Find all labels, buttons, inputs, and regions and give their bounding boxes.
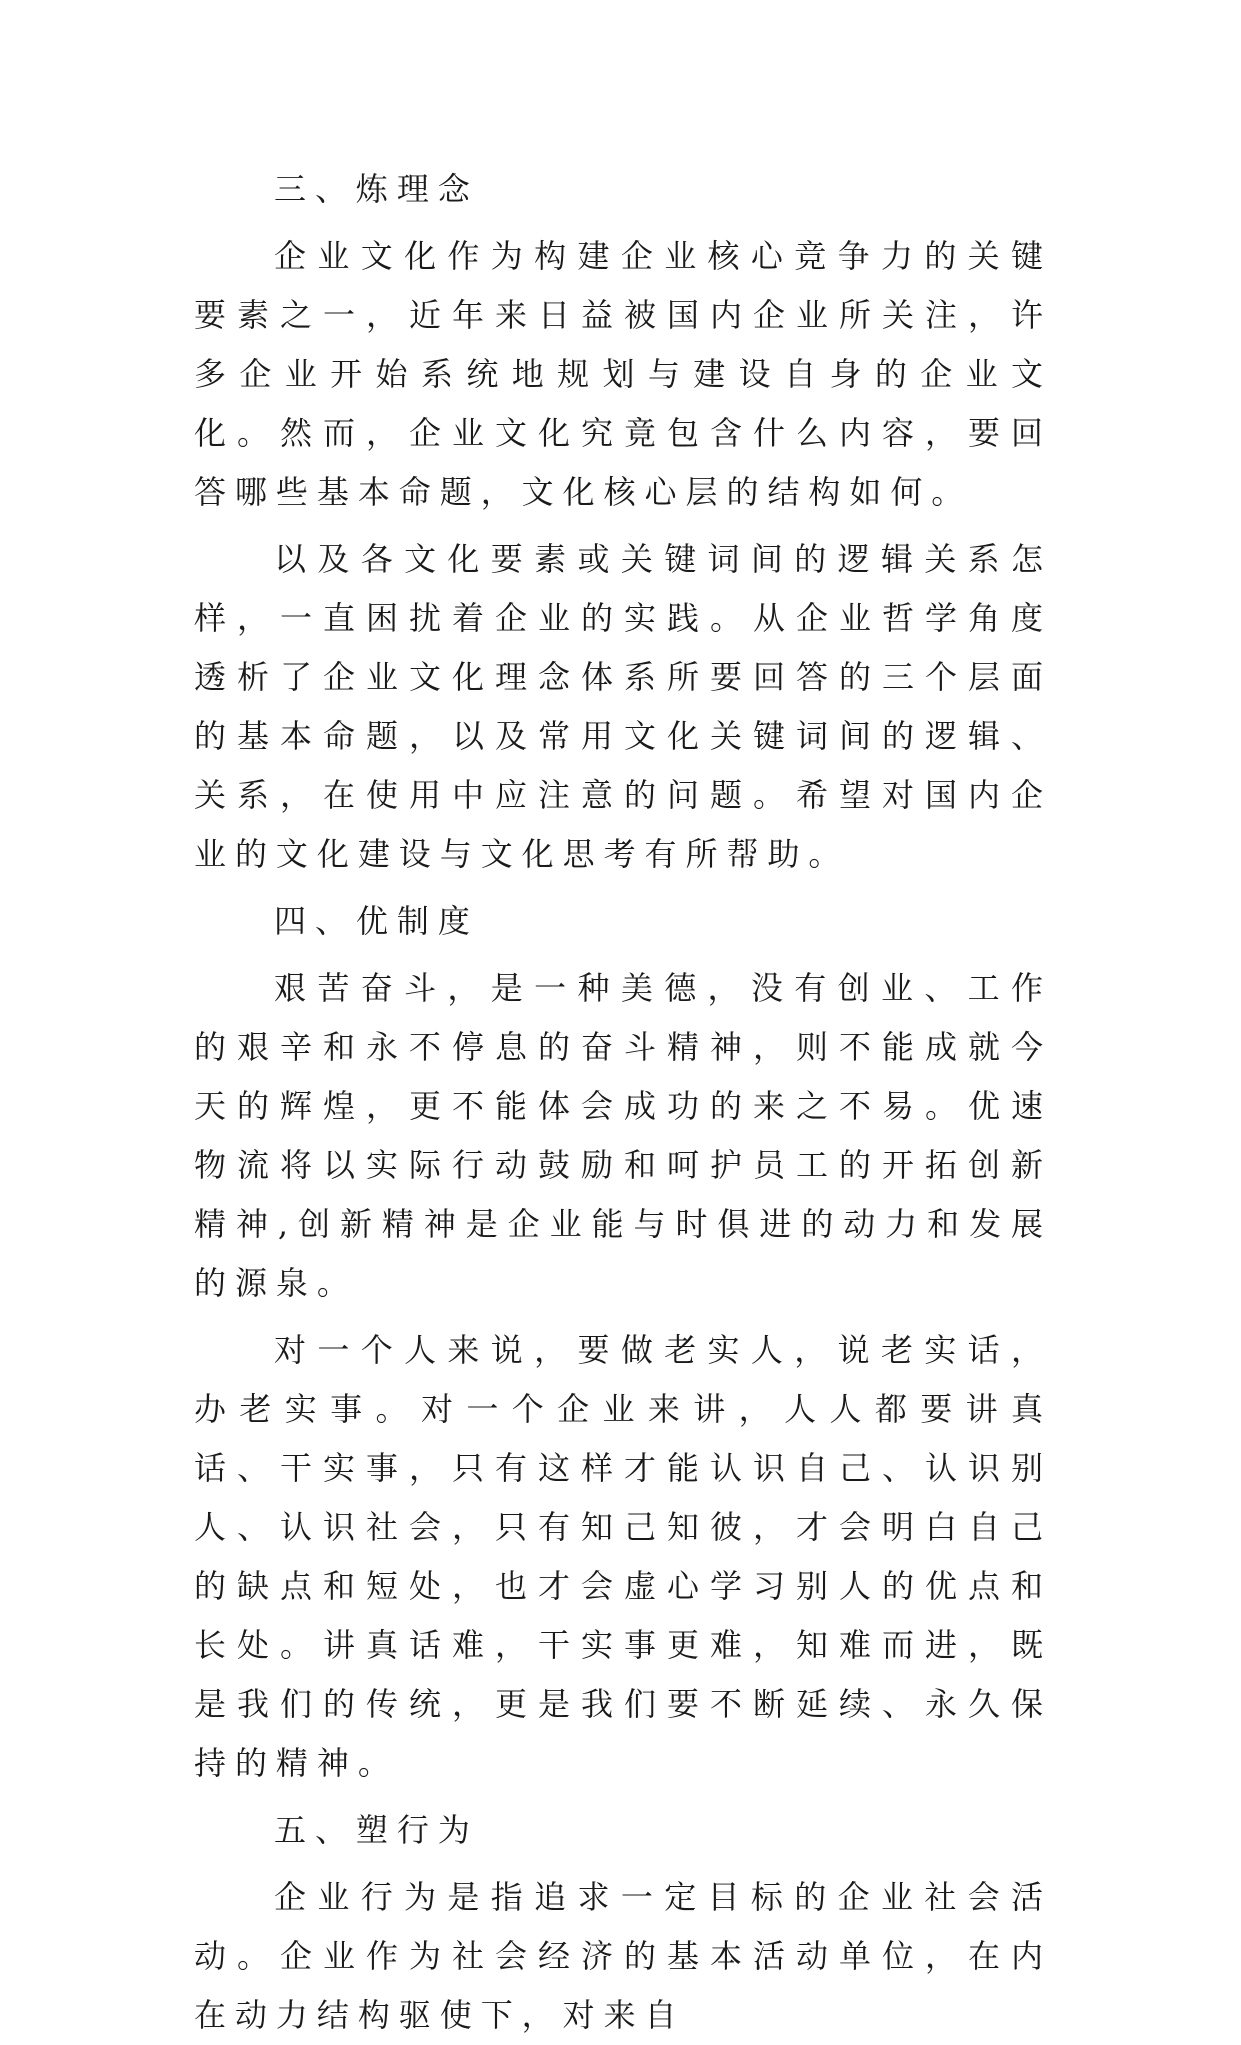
- section-heading-5: 五、塑行为: [274, 1811, 479, 1849]
- section-heading-3: 三、炼理念: [274, 170, 479, 208]
- section-heading-4: 四、优制度: [274, 902, 479, 940]
- document-body: [194, 160, 1052, 2045]
- paragraph: 艰苦奋斗，是一种美德，没有创业、工作的艰辛和永不停息的奋斗精神，则不能成就今天的辉煌，更不能体会成功的来之不易。优速物流将以实际行动鼓励和呵护员工的开拓创新精神,创新精神是企业能与时俱进的动力和发展的源泉。: [194, 969, 1052, 1302]
- paragraph: 对一个人来说，要做老实人，说老实话，办老实事。对一个企业来讲，人人都要讲真话、干实事，只有这样才能认识自己、认识别人、认识社会，只有知己知彼，才会明白自己的缺点和短处，也才会虚心学习别人的优点和长处。讲真话难，干实事更难，知难而进，既是我们的传统，更是我们要不断延续、永久保持的精神。: [194, 1331, 1052, 1782]
- paragraph: 以及各文化要素或关键词间的逻辑关系怎样，一直困扰着企业的实践。从企业哲学角度透析了企业文化理念体系所要回答的三个层面的基本命题，以及常用文化关键词间的逻辑、关系，在使用中应注意的问题。希望对国内企业的文化建设与文化思考有所帮助。: [194, 540, 1052, 873]
- paragraph: 企业行为是指追求一定目标的企业社会活动。企业作为社会经济的基本活动单位，在内在动力结构驱使下，对来自: [194, 1878, 1052, 2034]
- paragraph: 企业文化作为构建企业核心竞争力的关键要素之一，近年来日益被国内企业所关注，许多企业开始系统地规划与建设自身的企业文化。然而，企业文化究竟包含什么内容，要回答哪些基本命题，文化核心层的结构如何。: [194, 237, 1052, 511]
